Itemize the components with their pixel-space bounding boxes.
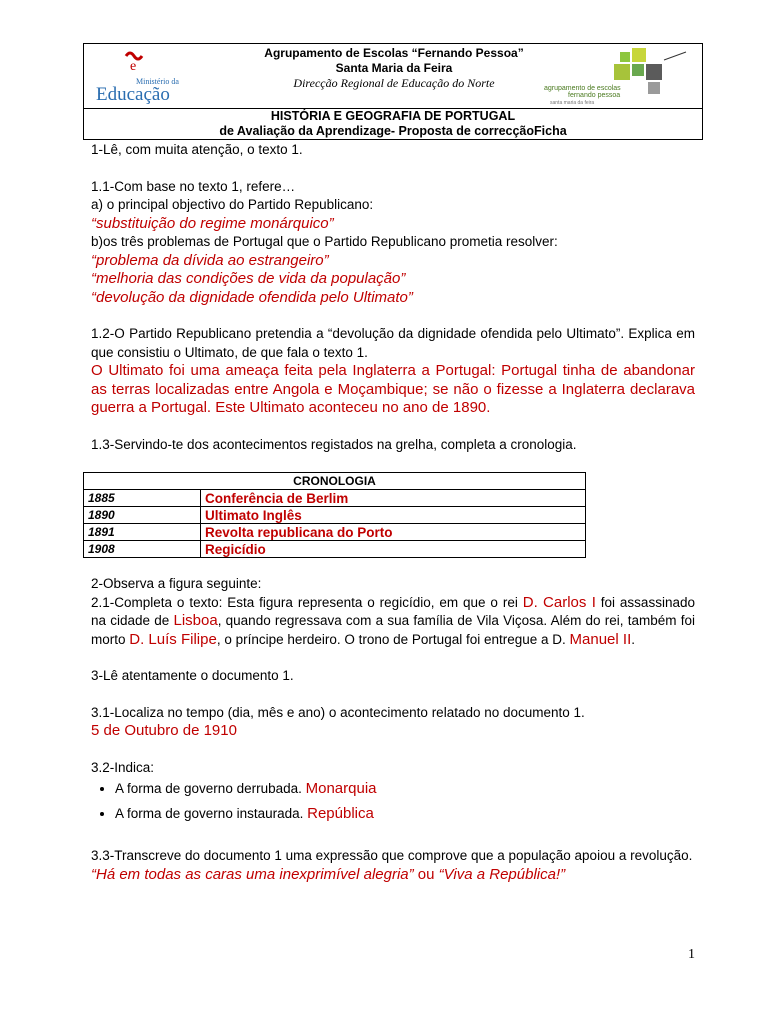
answer-3-2-overthrown: Monarquia — [305, 780, 377, 797]
document-body — [91, 141, 695, 454]
answer-list — [91, 780, 695, 823]
question-2-1: 2.1-Completa o texto: Esta figura representa o regicídio, em que o rei D. Carlos I foi assassinado na cidade de Lisboa, quando regressava com a sua família de Vila Viçosa. Além do rei, também foi morto D. Luís Filipe, o príncipe herdeiro. O trono de Portugal foi entregue a D. Manuel II. — [91, 593, 695, 648]
document-header — [83, 43, 703, 140]
svg-text:fernando pessoa: fernando pessoa — [568, 92, 621, 99]
svg-text:Educação: Educação — [96, 84, 170, 104]
svg-text:Ministério da: Ministério da — [136, 77, 179, 86]
table-row — [84, 541, 586, 558]
header-school-info — [204, 46, 584, 91]
school-logo — [540, 46, 696, 106]
school-name: Agrupamento de Escolas “Fernando Pessoa” — [264, 46, 524, 60]
answer-prince: D. Luís Filipe — [129, 630, 217, 648]
list-item: • A forma de governo derrubada. Monarquia — [115, 780, 695, 799]
question-1: 1-Lê, com muita atenção, o texto 1. — [91, 142, 303, 157]
answer-3-1: 5 de Outubro de 1910 — [91, 722, 237, 739]
chronology-event: Ultimato Inglês — [201, 507, 586, 524]
page-number: 1 — [688, 947, 695, 962]
answer-3-2-instated: República — [307, 804, 374, 822]
list-item: • A forma de governo instaurada. República — [115, 805, 695, 824]
sheet-title: de Avaliação da Aprendizage- Proposta de correcçãoFicha — [219, 124, 567, 138]
question-3-3: 3.3-Transcreve do documento 1 uma expressão que comprove que a população apoiou a revolução. — [91, 848, 693, 863]
answer-1-1b-item: “problema da dívida ao estrangeiro” — [91, 251, 329, 269]
region-name: Direcção Regional de Educação do Norte — [293, 76, 495, 90]
answer-1-1b-item: “devolução da dignidade ofendida pelo Ultimato” — [91, 288, 413, 306]
chronology-year: 1890 — [84, 507, 201, 524]
town-name: Santa Maria da Feira — [335, 61, 453, 75]
question-1-1a: a) o principal objectivo do Partido Republicano: — [91, 197, 374, 212]
chronology-event: Conferência de Berlim — [201, 490, 586, 507]
document-body-part2 — [91, 575, 695, 884]
answer-king: D. Carlos I — [522, 593, 596, 611]
question-1-1b: b)os três problemas de Portugal que o Partido Republicano prometia resolver: — [91, 234, 558, 249]
header-top-row — [84, 44, 702, 109]
question-1-3: 1.3-Servindo-te dos acontecimentos registados na grelha, completa a cronologia. — [91, 436, 577, 452]
question-1-1: 1.1-Com base no texto 1, refere… — [91, 178, 296, 194]
chronology-event: Revolta republicana do Porto — [201, 524, 586, 541]
chronology-year: 1885 — [84, 490, 201, 507]
svg-text:santa maria da feira: santa maria da feira — [550, 100, 595, 106]
answer-1-1a: “substituição do regime monárquico” — [91, 214, 334, 232]
chronology-year: 1908 — [84, 541, 201, 558]
chronology-title: CRONOLOGIA — [84, 473, 586, 490]
subject-title: HISTÓRIA E GEOGRAFIA DE PORTUGAL — [270, 109, 516, 123]
svg-text:agrupamento de escolas: agrupamento de escolas — [544, 85, 621, 92]
table-row — [84, 524, 586, 541]
chronology-year: 1891 — [84, 524, 201, 541]
chronology-table — [83, 472, 586, 558]
question-3: 3-Lê atentamente o documento 1. — [91, 668, 294, 683]
question-1-2: 1.2-O Partido Republicano pretendia a “devolução da dignidade ofendida pelo Ultimato”. Explica em que consistiu o Ultimato, de que fala o texto 1. — [91, 326, 695, 360]
answer-3-3: “Há em todas as caras uma inexprimível alegria” ou “Viva a República!” — [91, 865, 566, 883]
table-row — [84, 490, 586, 507]
table-row — [84, 507, 586, 524]
svg-text:e: e — [130, 59, 137, 74]
answer-1-1b-item: “melhoria das condições de vida da população” — [91, 270, 406, 287]
header-title-row — [84, 109, 702, 139]
chronology-event: Regicídio — [201, 541, 586, 558]
question-3-1: 3.1-Localiza no tempo (dia, mês e ano) o acontecimento relatado no documento 1. — [91, 704, 585, 720]
question-3-2: 3.2-Indica: — [91, 759, 155, 775]
question-2: 2-Observa a figura seguinte: — [91, 576, 262, 591]
answer-1-2: O Ultimato foi uma ameaça feita pela Inglaterra a Portugal: Portugal tinha de abandonar as terras localizadas entre Angola e Moçambique; se não o fizesse a Inglaterra declarava guerra a Portugal. Este Ultimato aconteceu no ano de 1890. — [91, 362, 695, 416]
ministry-logo — [92, 48, 188, 104]
answer-new-king: Manuel II — [569, 630, 632, 648]
answer-city: Lisboa — [173, 612, 218, 629]
